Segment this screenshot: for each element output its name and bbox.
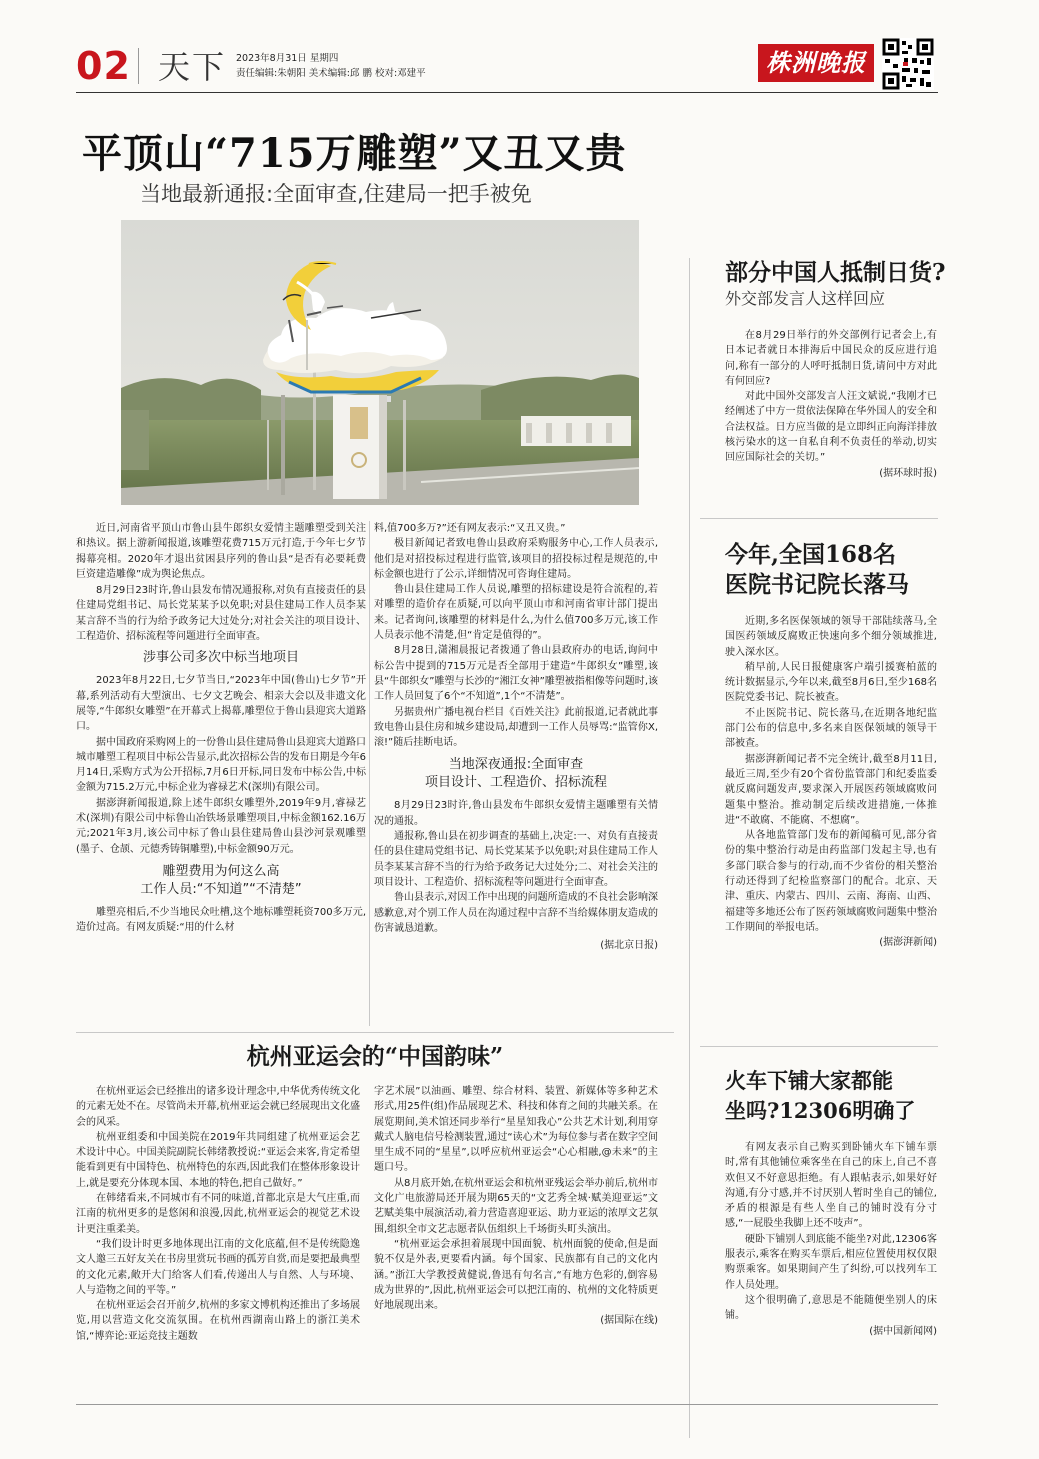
article-paragraph: 料,值700多万?”还有网友表示:“又丑又贵。”: [374, 523, 566, 534]
section-subheading-line: 当地深夜通报:全面审查: [448, 757, 584, 773]
article-paragraph: 这个很明确了,意思是不能随便坐别人的床铺。: [725, 1294, 937, 1322]
article-paragraph: “杭州亚运会承担着展现中国面貌、杭州面貌的使命,但是面貌不仅是外表,更要看内涵。每个国家、民族都有自己的文化内涵。”浙江大学教授黄健说,鲁迅有句名言,“有地方色彩的,倒容易成为世界的”,因此,杭州亚运会可以把江南的、杭州的文化特质更好地展现出来。: [374, 1238, 658, 1312]
column-divider: [369, 521, 370, 1026]
article-paragraph: 在8月29日举行的外交部例行记者会上,有日本记者就日本排海后中国民众的反应进行追问,称有一部分的人呼吁抵制日货,请问中方对此有何回应?: [725, 330, 937, 387]
main-story-col1: [76, 521, 366, 936]
asian-games-col2: [374, 1084, 658, 1328]
article-source: (据中国新闻网): [869, 1325, 937, 1337]
main-headline: 平顶山“715万雕塑”又丑又贵: [82, 130, 627, 177]
article-paragraph: 雕塑亮相后,不少当地民众吐槽,这个地标雕塑耗资700多万元,造价过高。有网友质疑:“用的什么材: [76, 906, 366, 934]
sidebar-rule: [700, 1046, 938, 1047]
story-headline-line: 今年,全国168名: [725, 541, 897, 568]
page-number: 02: [76, 44, 131, 88]
article-source: (据国际在线): [600, 1315, 658, 1327]
article-paragraph: 鲁山县表示,对因工作中出现的问题所造成的不良社会影响深感歉意,对个别工作人员在沟通过程中言辞不当给媒体朋友造成的伤害诚恳道歉。: [374, 892, 658, 934]
main-subheadline: 当地最新通报:全面审查,住建局一把手被免: [140, 182, 532, 206]
article-paragraph: 极目新闻记者致电鲁山县政府采购服务中心,工作人员表示,他们是对招投标过程进行监管,该项目的招投标过程是规范的,中标金额也进行了公示,详细情况可咨询住建局。: [374, 538, 658, 580]
article-paragraph: 近日,河南省平顶山市鲁山县牛郎织女爱情主题雕塑受到关注和热议。据上游新闻报道,该雕塑花费715万元打造,于今年七夕节揭幕亮相。2020年才退出贫困县序列的鲁山县“是否有必要耗费巨资建造雕像”成为舆论焦点。: [76, 523, 366, 580]
article-paragraph: 8月29日23时许,鲁山县发布牛郎织女爱情主题雕塑有关情况的通报。: [374, 800, 658, 827]
main-story-col2: [374, 521, 658, 953]
article-paragraph: 据澎湃新闻记者不完全统计,截至8月11日,最近三周,至少有20个省份监管部门和纪委监委就反腐问题发声,要求深入开展医药领域腐败问题集中整治。推动制定后续改进措施,一体推进“不敢腐、不能腐、不想腐”。: [725, 753, 937, 826]
article-paragraph: “我们设计时更多地体现出江南的文化底蕴,但不是传统隐逸文人邀三五好友关在书房里赏玩书画的孤芳自赏,而是要把最典型的文化元素,敞开大门给客人们看,传递出人与自然、人与环境、人与造物之间的平等。”: [76, 1238, 360, 1296]
sidebar-divider: [689, 258, 690, 1438]
story-headline: 部分中国人抵制日货?: [725, 259, 946, 286]
qr-code-icon: [882, 38, 934, 90]
article-paragraph: 8月29日23时许,鲁山县发布情况通报称,对负有直接责任的县住建局党组书记、局长党某某予以免职;对县住建局工作人员李某某言辞不当的行为给予政务记大过处分;对社会关注的项目设计、工程造价、招标流程等问题进行全面审查。: [76, 585, 366, 643]
section-subheading-line: 项目设计、工程造价、招标流程: [424, 775, 607, 791]
section-subheading-line: 雕塑费用为何这么高: [162, 863, 280, 879]
article-source: (据北京日报): [600, 940, 658, 952]
header-rule: [76, 92, 938, 93]
article-paragraph: 对此中国外交部发言人汪文斌说,“我刚才已经阐述了中方一贯依法保障在华外国人的安全和合法权益。日方应当做的是立即纠正向海洋排放核污染水的这一自私自利不负责任的举动,切实回应国际社会的关切。”: [725, 391, 937, 464]
story-headline-line: 医院书记院长落马: [725, 571, 909, 598]
article-source: (据澎湃新闻): [879, 937, 937, 949]
story-subheadline: 外交部发言人这样回应: [725, 289, 886, 308]
article-paragraph: 据澎湃新闻报道,除上述牛郎织女雕塑外,2019年9月,睿禄艺术(深圳)有限公司中标鲁山冶铁场景雕塑项目,中标金额162.16万元;2021年3月,该公司中标了鲁山县住建局鲁山县沙河景观雕塑(墨子、仓颉、元德秀铸铜雕塑),中标金额90万元。: [76, 797, 366, 855]
article-paragraph: 在杭州亚运会召开前夕,杭州的多家文博机构还推出了多场展览,用以营造文化交流氛围。在杭州西湖南山路上的浙江美术馆,“博弈论:亚运竞技主题数: [76, 1300, 360, 1342]
section-name: 天下: [158, 48, 227, 86]
section-subheading-line: 工作人员:“不知道”“不清楚”: [140, 881, 302, 897]
sidebar-rule: [700, 518, 938, 519]
asian-games-headline: 杭州亚运会的“中国韵味”: [246, 1043, 504, 1070]
article-paragraph: 2023年8月22日,七夕节当日,“2023年中国(鲁山)七夕节”开幕,系列活动有大型演出、七夕文艺晚会、相亲大会以及非遗文化展等,“牛郎织女雕塑”在开幕式上揭幕,雕塑位于鲁山县迎宾大道路口。: [76, 675, 366, 733]
section-rule: [76, 1032, 674, 1033]
section-subheading: 涉事公司多次中标当地项目: [142, 650, 299, 666]
article-paragraph: 硬卧下铺别人到底能不能坐?对此,12306客服表示,乘客在购买车票后,相应位置使用权仅限购票乘客。如果期间产生了纠纷,可以找列车工作人员处理。: [725, 1233, 937, 1291]
issue-date: 2023年8月31日 星期四: [236, 53, 339, 64]
section-subheading: [76, 863, 366, 899]
article-paragraph: 字艺术展”以油画、雕塑、综合材料、装置、新媒体等多种艺术形式,用25件(组)作品展现艺术、科技和体育之间的共融关系。在展览期间,美术馆还同步举行“星星知我心”公共艺术计划,利用穿戴式人脑电信号检测装置,通过“读心术”为每位参与者在数字空间里生成不同的“星星”,以呼应杭州亚运会“心心相融,@未来”的主题口号。: [374, 1086, 658, 1174]
article-paragraph: 另据贵州广播电视台栏目《百姓关注》此前报道,记者就此事致电鲁山县住房和城乡建设局,却遭到一工作人员辱骂:“监管你X,滚!”随后挂断电话。: [374, 706, 658, 749]
article-paragraph: 从各地监管部门发布的新闻稿可见,部分省份的集中整治行动是由药监部门发起主导,也有多部门联合参与的行动,而不少省份的相关整治行动还得到了纪检监察部门的配合。北京、天津、重庆、内蒙古、四川、云南、海南、山西、福建等多地还公布了医药领域腐败问题集中整治工作期间的举报电话。: [725, 830, 937, 933]
article-paragraph: 有网友表示自己购买到卧铺火车下铺车票时,常有其他铺位乘客坐在自己的床上,自己不喜欢但又不好意思拒绝。有人跟帖表示,如果好好沟通,有分寸感,并不讨厌别人暂时坐自己的铺位,矛盾的根源是有些人坐自己的铺时没有分寸感,“一屁股坐我脚上还不吱声”。: [725, 1142, 937, 1230]
newspaper-logo: 株洲晚报: [758, 44, 874, 82]
train-story: [725, 1066, 937, 1339]
asian-games-col1: [76, 1084, 360, 1344]
article-paragraph: 在杭州亚运会已经推出的诸多设计理念中,中华优秀传统文化的元素无处不在。尽管尚未开幕,杭州亚运会就已经展现出文化盛会的风采。: [76, 1086, 360, 1128]
story-headline: [725, 540, 937, 600]
story-headline: [725, 1066, 937, 1126]
footer-rule: [76, 1404, 938, 1405]
article-paragraph: 8月28日,潇湘晨报记者拨通了鲁山县政府办的电话,询问中标公告中提到的715万元是否全部用于建造“牛郎织女”雕塑,该县“牛郎织女”雕塑与长沙的“湘江女神”雕塑被指相像等问题时,该工作人员回复了6个“不知道”,1个“不清楚”。: [374, 645, 658, 703]
article-paragraph: 近期,多名医保领域的领导干部陆续落马,全国医药领域反腐败正快速向多个细分领域推进,驶入深水区。: [725, 616, 937, 658]
article-paragraph: 据中国政府采购网上的一份鲁山县住建局鲁山县迎宾大道路口城市雕塑工程项目中标公告显示,此次招标公告的发布日期是今年6月14日,采购方式为公开招标,7月6日开标,同日发布中标公告,中标金额为715.2万元,中标企业为睿禄艺术(深圳)有限公司。: [76, 736, 366, 794]
header-divider: [138, 48, 139, 84]
story-headline-line: 坐吗?12306明确了: [725, 1098, 916, 1123]
article-source: (据环球时报): [879, 467, 937, 479]
article-paragraph: 从8月底开始,在杭州亚运会和杭州亚残运会举办前后,杭州市文化广电旅游局还开展为期65天的“文艺秀全城·赋美迎亚运”文艺赋美集中展演活动,着力营造喜迎亚运、助力亚运的浓厚文艺氛围,组织全市文艺志愿者队伍组织上千场街头町头演出。: [374, 1177, 658, 1235]
article-paragraph: 鲁山县住建局工作人员说,雕塑的招标建设是符合流程的,若对雕塑的造价存在质疑,可以向平顶山市和河南省审计部门提出来。记者询问,该雕塑的材料是什么,为什么值700多万元,该工作人员表示他不清楚,但“肯定是值得的”。: [374, 584, 658, 642]
story-headline-line: 火车下铺大家都能: [725, 1068, 893, 1093]
article-paragraph: 杭州亚组委和中国美院在2019年共同组建了杭州亚运会艺术设计中心。中国美院副院长韩绪教授说:“亚运会来客,肯定希望能看到更有中国特色、杭州特色的东西,因此我们在整体形象设计上,就是要充分体现本国、本地的特色,把自己做好。”: [76, 1131, 360, 1189]
editor-credits: 责任编辑:朱朝阳 美术编辑:邱 鹏 校对:邓建平: [236, 68, 426, 79]
hospital-story: [725, 540, 937, 950]
sculpture-photo: [121, 220, 639, 505]
page-header: [0, 0, 1039, 100]
article-paragraph: 通报称,鲁山县在初步调查的基础上,决定:一、对负有直接责任的县住建局党组书记、局长党某某予以免职;对县住建局工作人员李某某言辞不当的行为给予政务记大过处分;二、对社会关注的项目设计、工程造价、招标流程等问题进行全面审查。: [374, 831, 658, 888]
boycott-story: [725, 258, 946, 481]
section-subheading: [374, 756, 658, 792]
article-paragraph: 稍早前,人民日报健康客户端引援赛柏蓝的统计数据显示,今年以来,截至8月6日,至少168名医院党委书记、院长被查。: [725, 661, 937, 704]
article-paragraph: 在韩绪看来,不同城市有不同的味道,首都北京是大气庄重,而江南的杭州更多的是悠闲和浪漫,因此,杭州亚运会的视觉艺术设计更注重柔美。: [76, 1193, 360, 1235]
article-paragraph: 不止医院书记、院长落马,在近期各地纪监部门公布的信息中,多名来自医保领域的领导干部被查。: [725, 707, 937, 750]
